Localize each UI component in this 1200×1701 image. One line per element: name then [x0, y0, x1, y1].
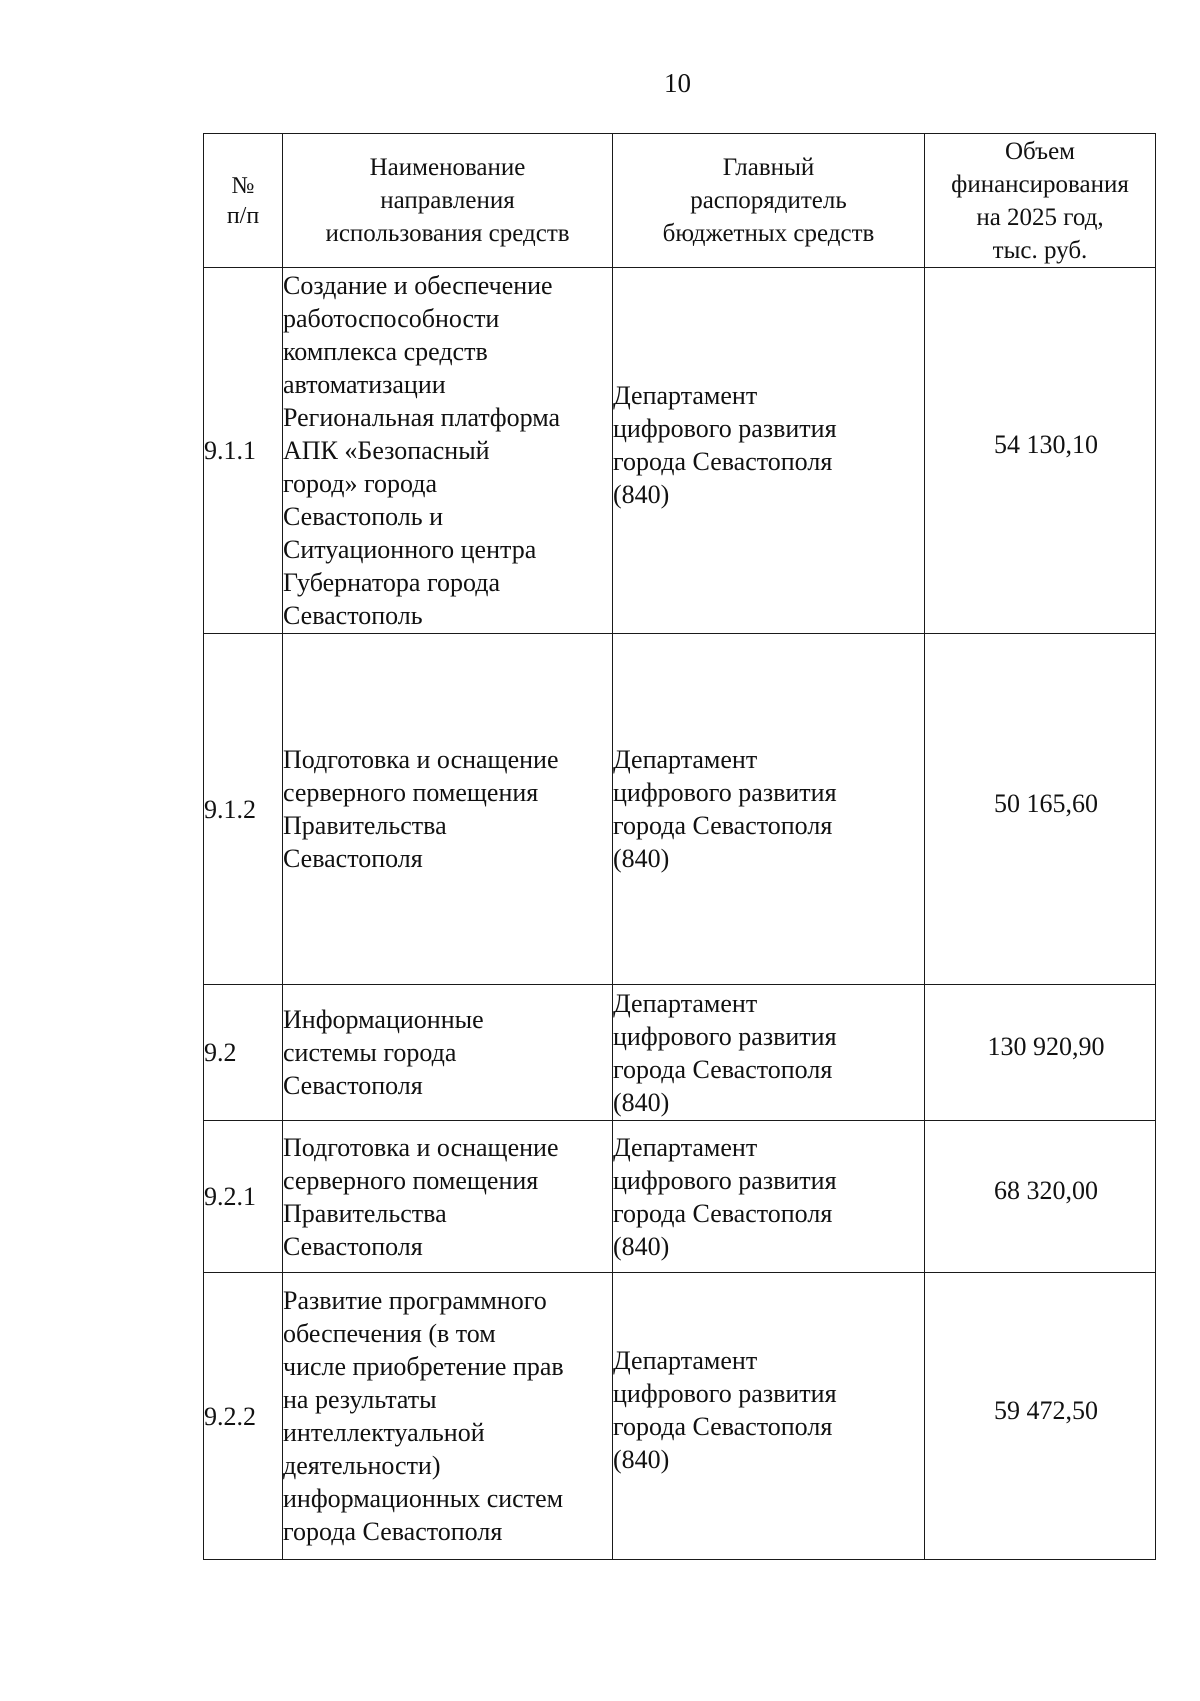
row-amount: 54 130,10	[925, 268, 1156, 634]
row-amount: 130 920,90	[925, 985, 1156, 1121]
row-name: Развитие программного обеспечения (в том числе приобретение прав на результаты интеллектуальной деятельности) информационных систем города Севастополя	[283, 1273, 613, 1560]
table-row	[204, 1121, 1156, 1273]
row-distributor: Департамент цифрового развития города Севастополя (840)	[613, 634, 925, 985]
row-amount: 59 472,50	[925, 1273, 1156, 1560]
table-row	[204, 985, 1156, 1121]
table-header-row	[204, 134, 1156, 268]
row-number: 9.1.1	[204, 268, 283, 634]
row-name: Подготовка и оснащение серверного помещения Правительства Севастополя	[283, 1121, 613, 1273]
table-row	[204, 1273, 1156, 1560]
header-number: № п/п	[204, 134, 283, 268]
header-distributor: Главный распорядитель бюджетных средств	[613, 134, 925, 268]
row-name: Подготовка и оснащение серверного помещения Правительства Севастополя	[283, 634, 613, 985]
row-number: 9.2	[204, 985, 283, 1121]
row-name: Создание и обеспечение работоспособности комплекса средств автоматизации Региональная платформа АПК «Безопасный город» города Севастополь и Ситуационного центра Губернатора города Севастополь	[283, 268, 613, 634]
page-number: 10	[664, 68, 691, 98]
row-number: 9.1.2	[204, 634, 283, 985]
row-distributor: Департамент цифрового развития города Севастополя (840)	[613, 1121, 925, 1273]
row-distributor: Департамент цифрового развития города Севастополя (840)	[613, 1273, 925, 1560]
row-distributor: Департамент цифрового развития города Севастополя (840)	[613, 985, 925, 1121]
row-name: Информационные системы города Севастополя	[283, 985, 613, 1121]
row-number: 9.2.2	[204, 1273, 283, 1560]
row-number: 9.2.1	[204, 1121, 283, 1273]
row-distributor: Департамент цифрового развития города Севастополя (840)	[613, 268, 925, 634]
header-amount: Объем финансирования на 2025 год, тыс. руб.	[925, 134, 1156, 268]
table-row	[204, 634, 1156, 985]
row-amount: 68 320,00	[925, 1121, 1156, 1273]
header-name: Наименование направления использования средств	[283, 134, 613, 268]
table-row	[204, 268, 1156, 634]
financing-table	[203, 133, 1156, 1560]
row-amount: 50 165,60	[925, 634, 1156, 985]
